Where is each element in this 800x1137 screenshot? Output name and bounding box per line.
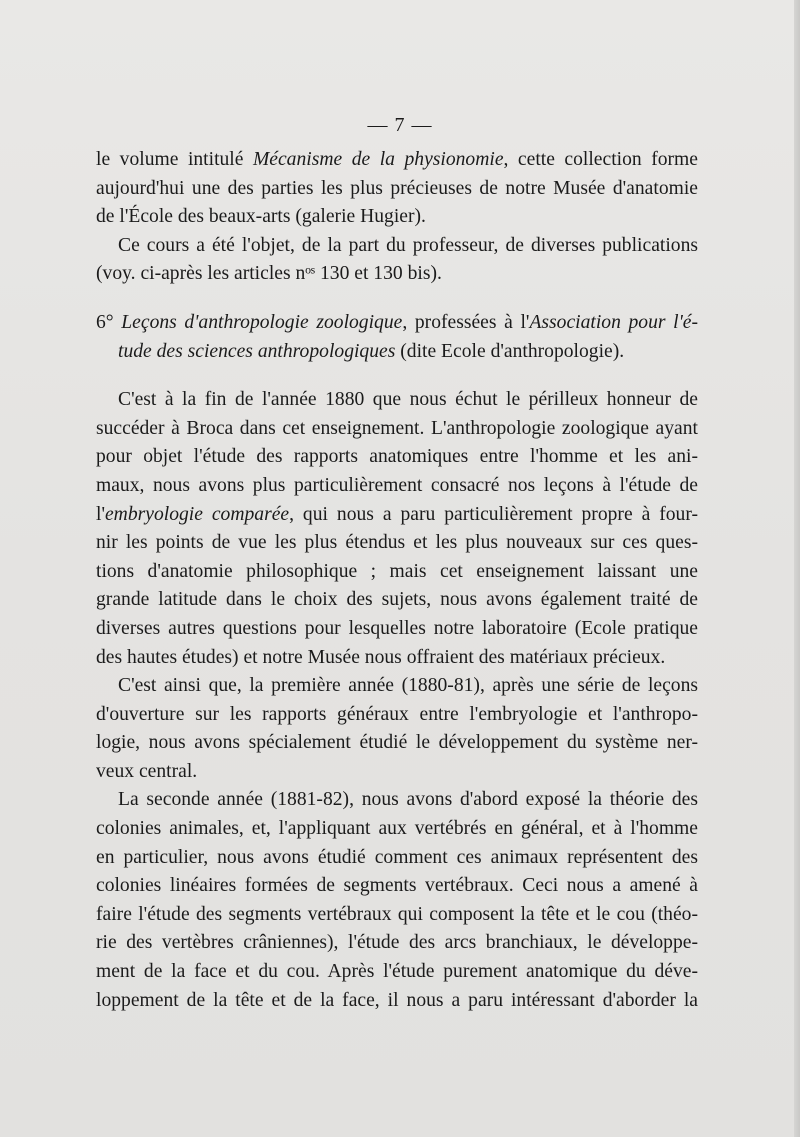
paragraph-3 — [96, 386, 698, 672]
text-line: grande latitude dans le choix des sujets, nous avons également traité de — [96, 589, 698, 611]
spacer — [96, 366, 698, 386]
text-line: rie des vertèbres crâniennes), l'étude des arcs branchiaux, le développe- — [96, 932, 698, 954]
spacer — [96, 289, 698, 309]
text-line: La seconde année (1881-82), nous avons d'abord exposé la théorie des — [118, 789, 698, 811]
text-line: tude des sciences anthropologiques (dite Ecole d'anthropologie). — [118, 340, 625, 362]
text-line: de l'École des beaux-arts (galerie Hugier). — [96, 206, 426, 228]
text-line: C'est à la fin de l'année 1880 que nous échut le périlleux honneur de — [118, 389, 698, 411]
text-line: pour objet l'étude des rapports anatomiques entre l'homme et les ani- — [96, 446, 698, 468]
text-line: loppement de la tête et de la face, il nous a paru intéressant d'aborder la — [96, 989, 698, 1011]
text-line: aujourd'hui une des parties les plus précieuses de notre Musée d'anatomie — [96, 177, 698, 199]
text-line: diverses autres questions pour lesquelles notre laboratoire (Ecole pratique — [96, 617, 698, 639]
text-line: 6° Leçons d'anthropologie zoologique, professées à l'Association pour l'é- — [96, 311, 699, 333]
paragraph-5 — [96, 786, 698, 1015]
book-title: Mécanisme de la physionomie — [252, 149, 504, 170]
text-line: logie, nous avons spécialement étudié le développement du système ner- — [96, 732, 698, 754]
text-line: nir les points de vue les plus étendus et les plus nouveaux sur ces ques- — [96, 532, 698, 554]
text-line: colonies linéaires formées de segments vertébraux. Ceci nous a amené à — [96, 875, 698, 897]
text-line: en particulier, nous avons étudié comment ces animaux représentent des — [96, 846, 698, 868]
paragraph-2 — [96, 232, 698, 289]
text-line: colonies animales, et, l'appliquant aux vertébrés en général, et à l'homme — [96, 818, 698, 840]
text-line: C'est ainsi que, la première année (1880-81), après une série de leçons — [118, 675, 698, 697]
text-line: veux central. — [96, 760, 198, 782]
page-edge — [794, 0, 800, 1137]
text-line: d'ouverture sur les rapports généraux entre l'embryologie et l'anthropo- — [96, 703, 698, 725]
paragraph-4 — [96, 672, 698, 786]
text-line: succéder à Broca dans cet enseignement. L'anthropologie zoologique ayant — [96, 417, 698, 439]
text-line: Ce cours a été l'objet, de la part du professeur, de diverses publications — [118, 234, 698, 256]
text-line: des hautes études) et notre Musée nous offraient des matériaux précieux. — [96, 646, 666, 668]
text-line: le volume intitulé Mécanisme de la physionomie, cette collection forme — [96, 149, 698, 170]
text-line: tions d'anatomie philosophique ; mais cet enseignement laissant une — [96, 560, 698, 582]
body-text — [96, 146, 698, 1015]
text-line: (voy. ci-après les articles nᵒˢ 130 et 130 bis). — [96, 263, 442, 285]
text-line: faire l'étude des segments vertébraux qui composent la tête et le cou (théo- — [96, 903, 698, 925]
section-heading — [96, 309, 698, 366]
text-line: ment de la face et du cou. Après l'étude purement anatomique du déve- — [96, 961, 698, 983]
page-number: — 7 — — [367, 114, 433, 136]
text-line: l'embryologie comparée, qui nous a paru particulièrement propre à four- — [96, 503, 698, 525]
paragraph-1 — [96, 146, 698, 232]
text-line: maux, nous avons plus particulièrement consacré nos leçons à l'étude de — [96, 474, 698, 496]
